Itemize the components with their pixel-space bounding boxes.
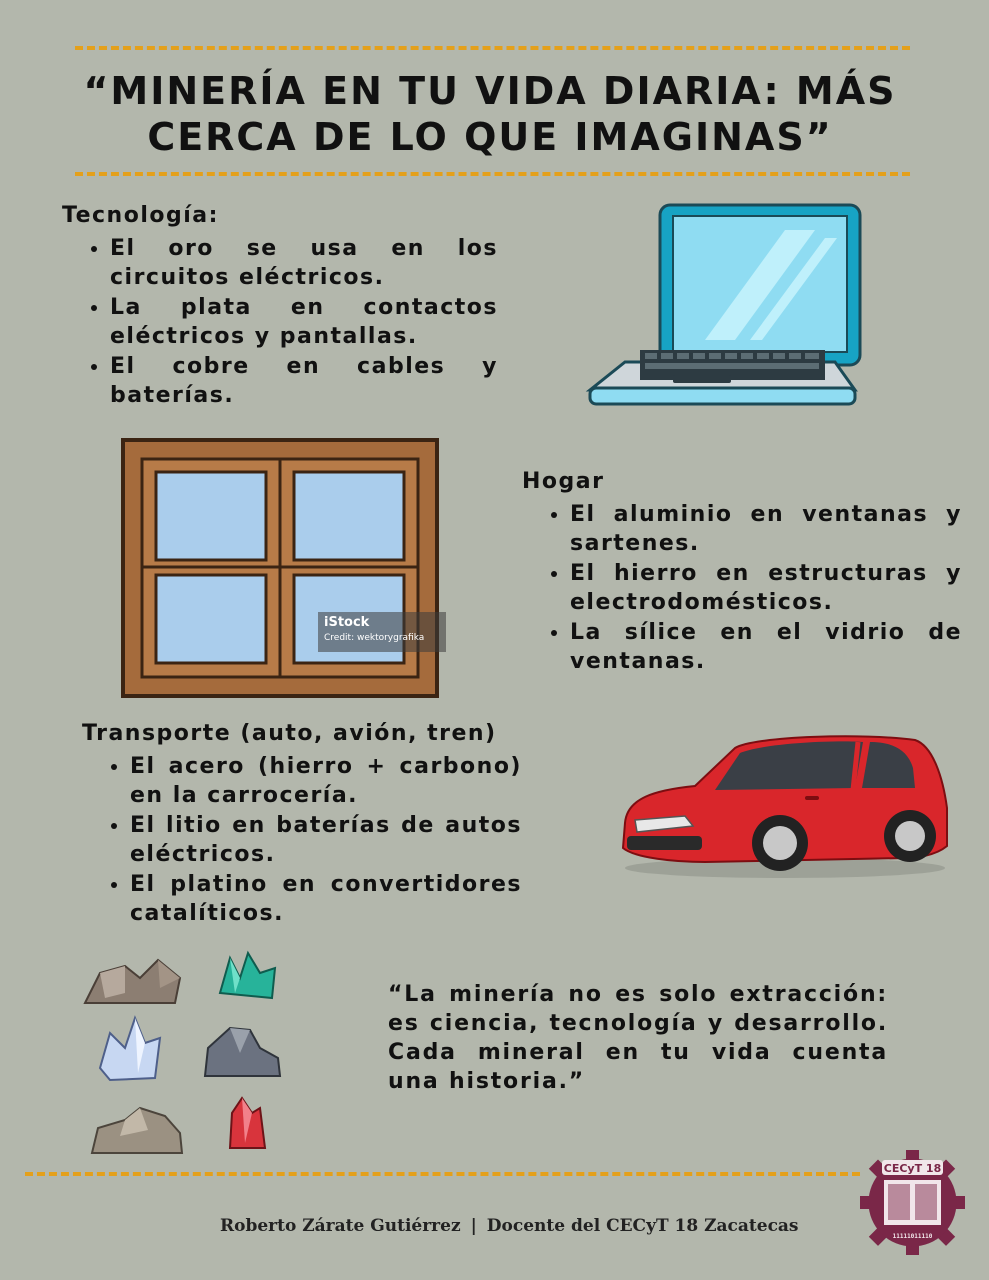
hogar-list (522, 500, 962, 676)
footer-separator: | (470, 1216, 477, 1236)
list-item: • El aluminio en ventanas y sartenes. (570, 500, 962, 558)
section-tecnologia (62, 202, 498, 411)
watermark-credit: Credit: wektorygrafika (324, 633, 425, 643)
closing-quote: “La minería no es solo extracción: es ciencia, tecnología y desarrollo. Cada mineral en tu vida cuenta una historia.” (388, 982, 888, 1094)
ruby-crystal-icon (230, 1098, 265, 1148)
watermark-brand: iStock (324, 615, 370, 630)
list-item: • El hierro en estructuras y electrodomésticos. (570, 559, 962, 617)
section-transporte (82, 720, 522, 929)
car-icon (615, 728, 950, 888)
section-heading-hogar: Hogar (522, 469, 605, 494)
page-title: “MINERÍA EN TU VIDA DIARIA: MÁS CERCA DE LO QUE IMAGINAS” (83, 69, 897, 159)
stock-watermark (318, 612, 446, 652)
list-item: • El acero (hierro + carbono) en la carrocería. (130, 752, 522, 810)
emerald-crystal-icon (220, 953, 275, 998)
window-icon (120, 437, 440, 699)
footer-dashed-divider (25, 1172, 860, 1176)
logo-name: CECyT 18 (883, 1162, 942, 1175)
transporte-list (82, 752, 522, 928)
logo-binary: 11111011110 (892, 1233, 933, 1240)
author-role: Docente del CECyT 18 Zacatecas (486, 1216, 799, 1236)
section-heading-tecnologia: Tecnología: (62, 203, 219, 228)
author-name: Roberto Zárate Gutiérrez (220, 1216, 461, 1236)
sandstone-rock-icon (92, 1108, 182, 1153)
section-hogar (522, 468, 962, 677)
list-item: • El platino en convertidores catalíticos. (130, 870, 522, 928)
list-item: • El oro se usa en los circuitos eléctricos. (110, 234, 498, 292)
title-dashed-divider (75, 172, 910, 176)
mineral-rocks-icon (80, 948, 290, 1163)
laptop-icon (585, 200, 870, 415)
cecyt-logo-icon (860, 1150, 965, 1255)
list-item: • La plata en contactos eléctricos y pantallas. (110, 293, 498, 351)
rock-icon (85, 960, 180, 1003)
footer-credit (220, 1216, 799, 1236)
quartz-crystal-icon (100, 1018, 160, 1080)
section-heading-transporte: Transporte (auto, avión, tren) (82, 721, 497, 746)
list-item: • La sílice en el vidrio de ventanas. (570, 618, 962, 676)
tecnologia-list (62, 234, 498, 410)
gray-rock-icon (205, 1028, 280, 1076)
list-item: • El cobre en cables y baterías. (110, 352, 498, 410)
list-item: • El litio en baterías de autos eléctricos. (130, 811, 522, 869)
top-dashed-divider (75, 46, 910, 50)
